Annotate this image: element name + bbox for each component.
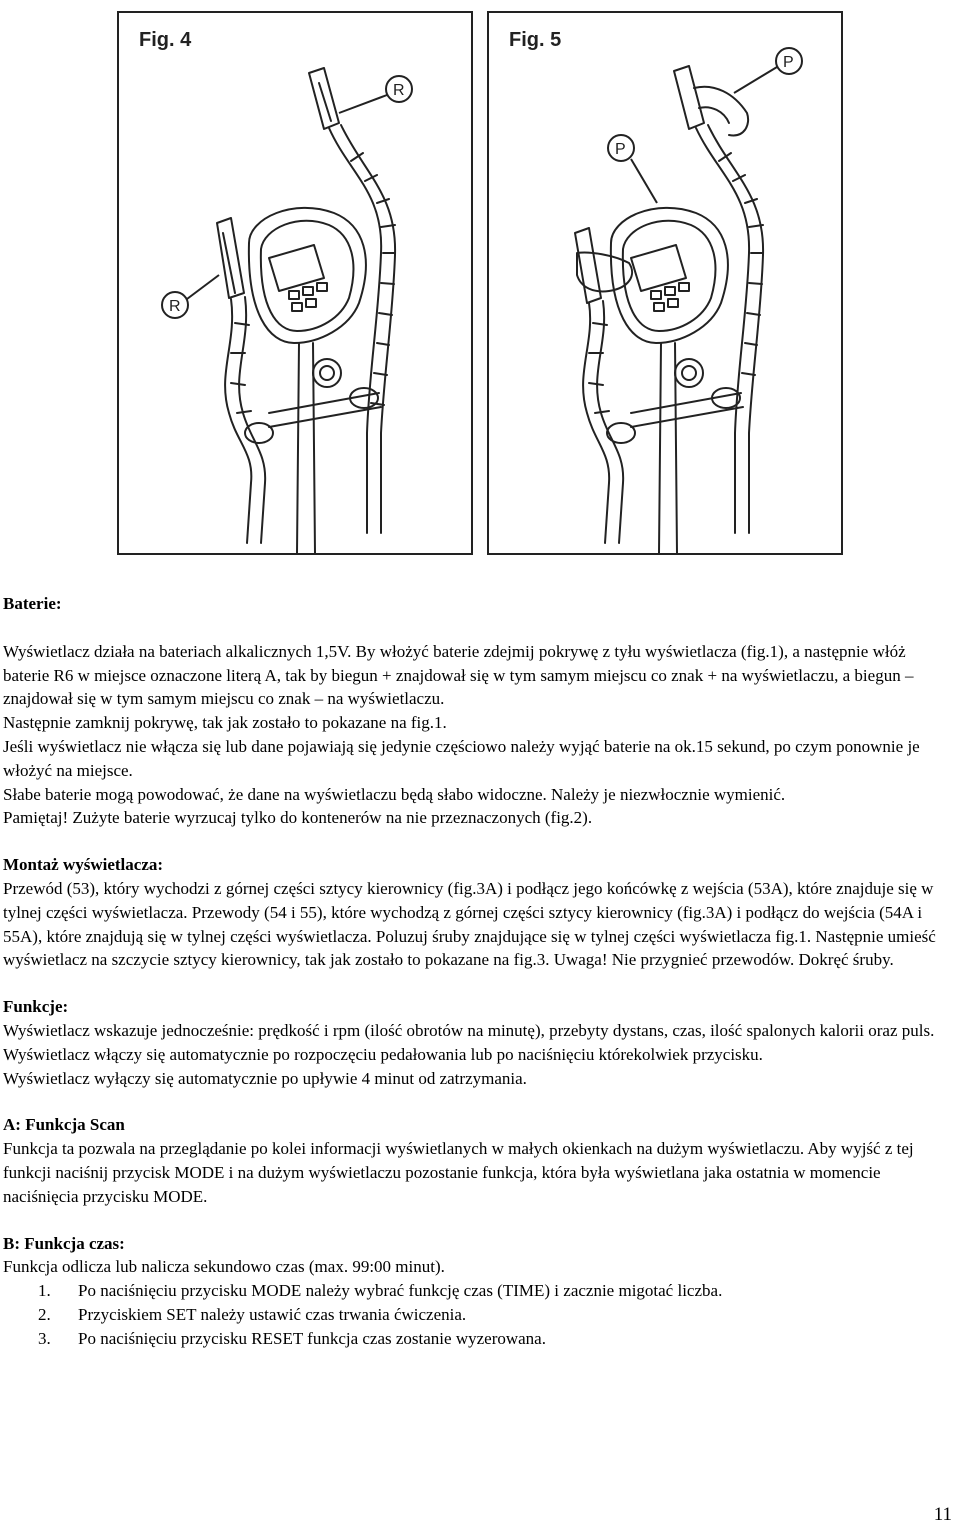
- list-item: 3. Po naciśnięciu przycisku RESET funkcja czas zostanie wyzerowana.: [38, 1328, 546, 1348]
- paragraph: Jeśli wyświetlacz nie włącza się lub dane pojawiają się jedynie częściowo należy wyjąć baterie na ok.15 sekund, po czym ponownie je włożyć na miejsce.: [3, 736, 920, 780]
- paragraph: Następnie zamknij pokrywę, tak jak zostało to pokazane na fig.1.: [3, 713, 447, 733]
- heading-funkcje: Funkcje:: [3, 997, 69, 1017]
- heading-scan: A: Funkcja Scan: [3, 1115, 125, 1135]
- paragraph: Funkcja odlicza lub nalicza sekundowo czas (max. 99:00 minut).: [3, 1257, 445, 1277]
- figure-label: Fig. 5: [509, 29, 562, 51]
- paragraph: Wyświetlacz działa na bateriach alkalicznych 1,5V. By włożyć baterie zdejmij pokrywę z tyłu wyświetlacza (fig.1), a następnie włóż baterie R6 w miejsce oznaczone literą A, tak by biegun + znajdował się w tym samym miejscu co znak + na wyświetlaczu, a biegun – znajdował się w tym samym miejscu co znak – na wyświetlaczu.: [3, 641, 914, 709]
- list-item: 2. Przyciskiem SET należy ustawić czas trwania ćwiczenia.: [38, 1304, 467, 1324]
- document-body: [3, 592, 953, 1351]
- callout-p-top: P: [783, 54, 794, 71]
- paragraph: Pamiętaj! Zużyte baterie wyrzucaj tylko do kontenerów na nie przeznaczonych (fig.2).: [3, 808, 593, 828]
- paragraph: Wyświetlacz włączy się automatycznie po rozpoczęciu pedałowania lub po naciśnięciu którekolwiek przycisku.: [3, 1044, 763, 1064]
- paragraph: Funkcja ta pozwala na przeglądanie po kolei informacji wyświetlanych w małych okienkach na dużym wyświetlaczu. Aby wyjść z tej funkcji naciśnij przycisk MODE i na dużym wyświetlaczu pozostanie funkcja, która była wyświetlana jaka ostatnia w momencie naciśnięcia przycisku MODE.: [3, 1139, 914, 1206]
- callout-r-left: R: [169, 298, 181, 315]
- paragraph: Słabe baterie mogą powodować, że dane na wyświetlaczu będą słabo widoczne. Należy je niezwłocznie wymienić.: [3, 784, 786, 804]
- steps-list: [3, 1279, 953, 1350]
- page-number: 11: [933, 1504, 952, 1525]
- heading-montaz: Montaż wyświetlacza:: [3, 855, 164, 875]
- paragraph: Wyświetlacz wskazuje jednocześnie: prędkość i rpm (ilość obrotów na minutę), przebyty dystans, czas, ilość spalonych kalorii oraz puls.: [3, 1020, 935, 1040]
- paragraph: Przewód (53), który wychodzi z górnej części sztycy kierownicy (fig.3A) i podłącz jego końcówkę z wejścia (53A), które znajduje się w tylnej części wyświetlacza. Przewody (54 i 55), które wychodzą z górnej części sztycy kierownicy (fig.3A) i podłącz do wejścia (54A i 55A), które znajdują się w tylnej części wyświetlacza. Poluzuj śruby znajdujące się w tylnej części wyświetlacza fig.1. Następnie umieść wyświetlacz na szczycie sztycy kierownicy, tak jak zostało to pokazane na fig.3. Uwaga! Nie przygnieć przewodów. Dokręć śruby.: [3, 878, 936, 970]
- list-item: 1. Po naciśnięciu przycisku MODE należy wybrać funkcję czas (TIME) i zacznie migotać liczba.: [38, 1281, 723, 1301]
- figure-4: [117, 11, 473, 555]
- heading-czas: B: Funkcja czas:: [3, 1233, 125, 1253]
- figure-5: [487, 11, 843, 555]
- callout-p-left: P: [615, 141, 626, 158]
- figure-label: Fig. 4: [139, 29, 192, 51]
- heading-baterie: Baterie:: [3, 594, 62, 613]
- elliptical-trainer-illustration: [119, 13, 471, 553]
- callout-r-top: R: [393, 82, 405, 99]
- paragraph: Wyświetlacz wyłączy się automatycznie po upływie 4 minut od zatrzymania.: [3, 1068, 527, 1088]
- elliptical-trainer-illustration: [489, 13, 841, 553]
